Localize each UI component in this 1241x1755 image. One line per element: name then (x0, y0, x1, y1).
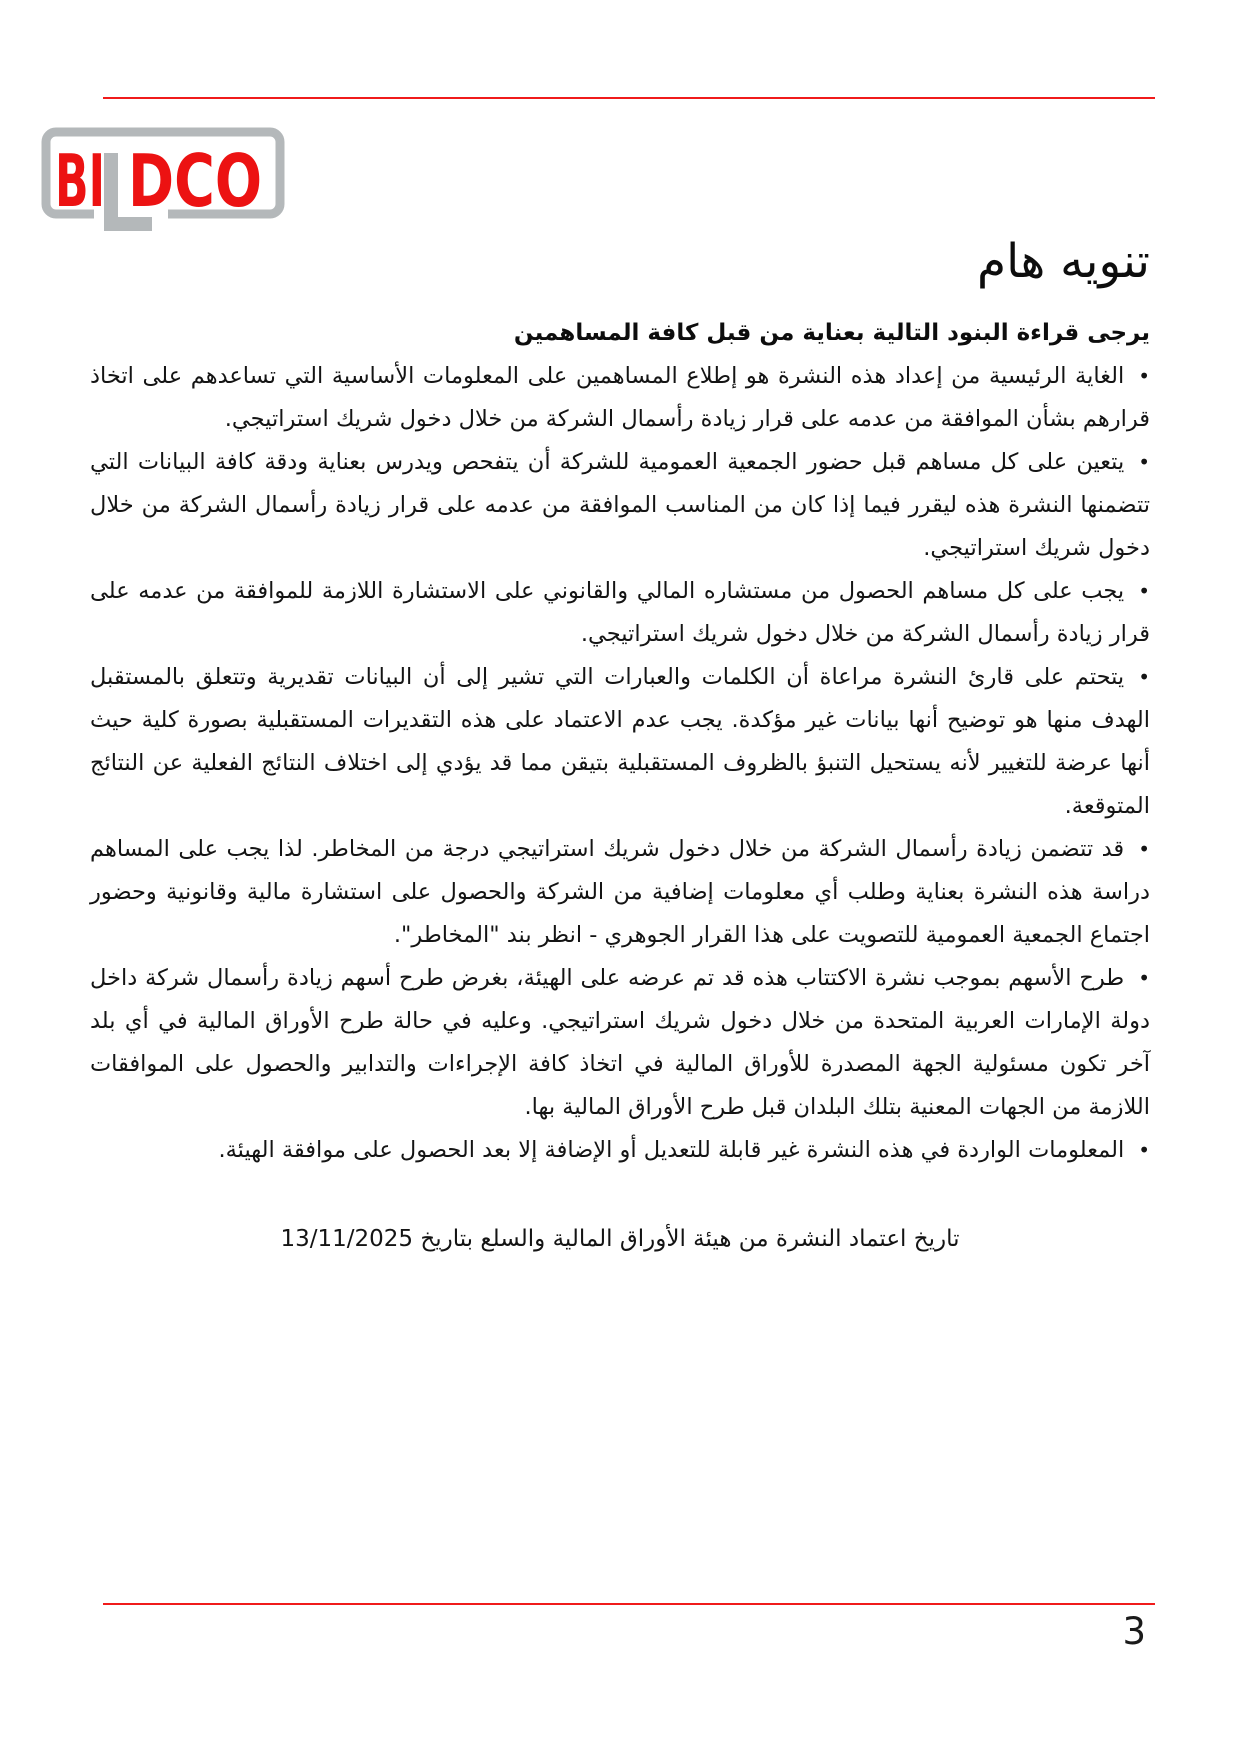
approval-date-line: تاريخ اعتماد النشرة من هيئة الأوراق المالية والسلع بتاريخ 13/11/2025 (280, 1225, 960, 1252)
notice-item: • قد تتضمن زيادة رأسمال الشركة من خلال دخول شريك استراتيجي درجة من المخاطر. لذا يجب على المساهم دراسة هذه النشرة بعناية وطلب أي معلومات إضافية من الشركة والحصول على استشارة مالية وقانونية وحضور اجتماع الجمعية العمومية للتصويت على هذا القرار الجوهري - انظر بند "المخاطر". (90, 828, 1150, 957)
logo-text-dco: DCO (128, 139, 262, 223)
notice-section (90, 233, 1150, 1261)
top-divider (103, 97, 1155, 99)
notice-item: • الغاية الرئيسية من إعداد هذه النشرة هو إطلاع المساهمين على المعلومات الأساسية التي تساعدهم على اتخاذ قرارهم بشأن الموافقة من عدمه على قرار زيادة رأسمال الشركة من خلال دخول شريك استراتيجي. (90, 355, 1150, 441)
notice-item: • يجب على كل مساهم الحصول من مستشاره المالي والقانوني على الاستشارة اللازمة للموافقة من عدمه على قرار زيادة رأسمال الشركة من خلال دخول شريك استراتيجي. (90, 570, 1150, 656)
notice-subtitle: يرجى قراءة البنود التالية بعناية من قبل كافة المساهمين (513, 319, 1150, 346)
bottom-divider (103, 1603, 1155, 1605)
bildco-logo-graphic (40, 124, 298, 232)
page-title: تنويه هام (977, 234, 1150, 289)
notice-item: • يتحتم على قارئ النشرة مراعاة أن الكلمات والعبارات التي تشير إلى أن البيانات تقديرية وتتعلق بالمستقبل الهدف منها هو توضيح أنها بيانات غير مؤكدة. يجب عدم الاعتماد على هذه التقديرات المستقبلية بصورة كلية حيث أنها عرضة للتغيير لأنه يستحيل التنبؤ بالظروف المستقبلية بتيقن مما قد يؤدي إلى اختلاف النتائج الفعلية عن النتائج المتوقعة. (90, 656, 1150, 828)
page-number: 3 (1122, 1610, 1146, 1653)
logo-text-bi: BI (55, 139, 105, 223)
notice-item: • يتعين على كل مساهم قبل حضور الجمعية العمومية للشركة أن يتفحص ويدرس بعناية ودقة كافة البيانات التي تتضمنها النشرة هذه ليقرر فيما إذا كان من المناسب الموافقة من عدمه على قرار زيادة رأسمال الشركة من خلال دخول شريك استراتيجي. (90, 441, 1150, 570)
bildco-logo (40, 124, 298, 232)
notice-item: • المعلومات الواردة في هذه النشرة غير قابلة للتعديل أو الإضافة إلا بعد الحصول على موافقة الهيئة. (90, 1129, 1150, 1172)
notice-list (90, 355, 1150, 1172)
notice-item: • طرح الأسهم بموجب نشرة الاكتتاب هذه قد تم عرضه على الهيئة، بغرض طرح أسهم زيادة رأسمال شركة داخل دولة الإمارات العربية المتحدة من خلال دخول شريك استراتيجي. وعليه في حالة طرح الأوراق المالية في أي بلد آخر تكون مسئولية الجهة المصدرة للأوراق المالية في اتخاذ كافة الإجراءات والتدابير والحصول على الموافقات اللازمة من الجهات المعنية بتلك البلدان قبل طرح الأوراق المالية بها. (90, 957, 1150, 1129)
